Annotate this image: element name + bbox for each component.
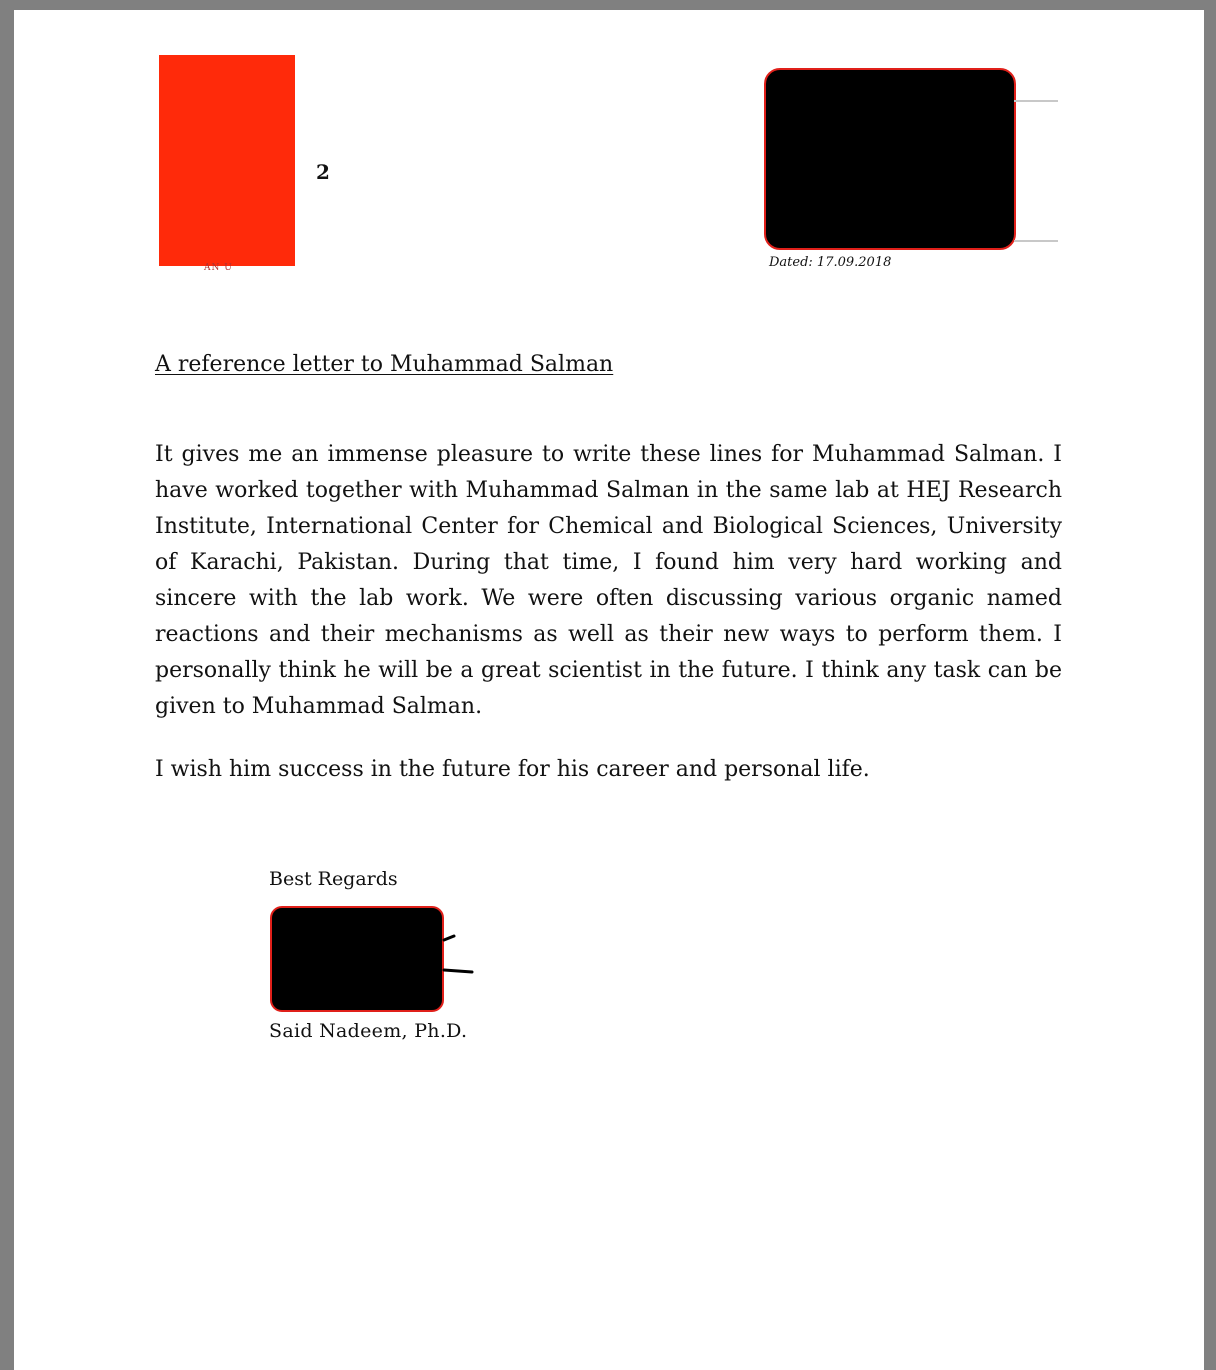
letterhead-rule-bottom xyxy=(1014,240,1058,242)
sign-off: Best Regards xyxy=(269,868,398,890)
letter-body-paragraph: It gives me an immense pleasure to write these lines for Muhammad Salman. I have worked together with Muhammad Salman in the same lab at HEJ Research Institute, International Center for Chemical and Biological Sciences, University of Karachi, Pakistan. During that time, I found him very hard working and sincere with the lab work. We were often discussing various organic named reactions and their mechanisms as well as their new ways to perform them. I personally think he will be a great scientist in the future. I think any task can be given to Muhammad Salman. xyxy=(155,442,1062,719)
letter-subject: A reference letter to Muhammad Salman xyxy=(155,352,614,377)
header-number: 2 xyxy=(316,160,330,184)
redacted-signature xyxy=(270,906,444,1012)
letter-closing-paragraph: I wish him success in the future for his career and personal life. xyxy=(155,757,870,782)
redacted-letterhead xyxy=(764,68,1016,250)
letter-date: Dated: 17.09.2018 xyxy=(769,255,892,270)
signatory-name: Said Nadeem, Ph.D. xyxy=(269,1020,468,1042)
redacted-logo xyxy=(159,55,295,266)
logo-fragment-text: AN U xyxy=(204,263,233,273)
letterhead-rule-top xyxy=(1014,100,1058,102)
document-page xyxy=(14,10,1204,1370)
signature-stroke xyxy=(442,930,478,980)
